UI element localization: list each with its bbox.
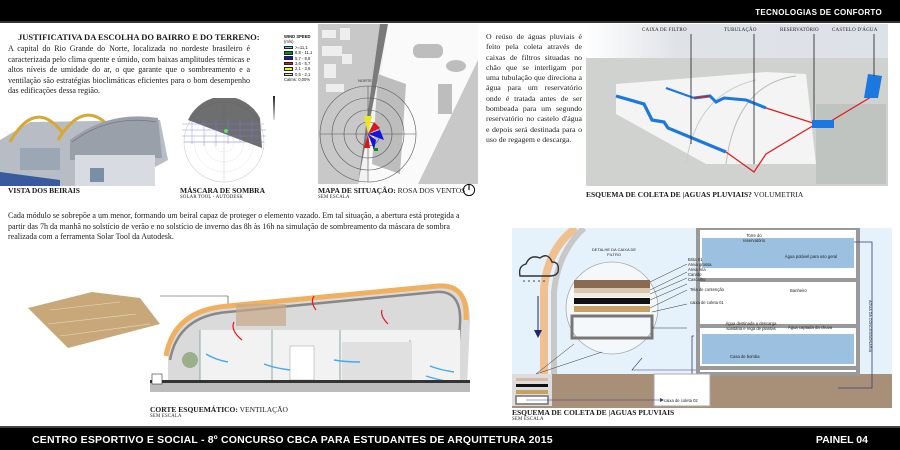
ventilation-caption-normal: VENTILAÇÃO [237, 405, 288, 414]
legend-label: 5,7 - 8,8 [295, 55, 311, 61]
label-piping: TUBULAÇÃO [724, 28, 757, 33]
wind-speed-legend [284, 34, 312, 83]
legend-swatch [284, 67, 293, 71]
section-title: TECNOLOGIAS DE CONFORTO [755, 8, 882, 17]
legend-label: 2,1 - 3,6 [295, 66, 311, 72]
tower-label: Torre do reservatório [742, 233, 766, 243]
potable-water-label: Água potável para uso geral [784, 254, 838, 259]
legend-label: 8,8 - 11,1 [295, 50, 313, 56]
filter-detail-title: DETALHE DA CAIXA DE FILTRO [591, 247, 637, 257]
legend-swatch [284, 51, 293, 55]
legend-label: >=11,1 [295, 44, 308, 50]
justification-body: A capital do Rio Grande do Norte, localizada no nordeste brasileiro é caracterizada pelo clima quente e úmido, com baixas amplitudes térmicas e altos níveis de umidade do ar, o que garante que o sombreamento e a ventilação são estratégias bioclimáticas eficientes para o bom desempenho das edificações dessa região. [8, 44, 250, 96]
rain-section-subcaption: SEM ESCALA [512, 417, 544, 422]
shadow-mask-caption: MÁSCARA DE SOMBRA [180, 186, 266, 195]
footer-title: CENTRO ESPORTIVO E SOCIAL - 8º CONCURSO CBCA PARA ESTUDANTES DE ARQUITETURA 2015 [32, 434, 553, 446]
top-bar [0, 0, 900, 22]
site-map-caption-bold: MAPA DE SITUAÇÃO: [318, 186, 396, 195]
filter-layer-label: Areia grossa [688, 262, 712, 267]
legend-label: 0,5 - 2,1 [295, 71, 311, 77]
site-map-image [318, 24, 478, 184]
legend-label: 3,6 - 5,7 [295, 60, 311, 66]
rain-volumetry-caption-bold: ESQUEMA DE COLETA DE |AGUAS PLUVIAIS? [586, 190, 752, 199]
legend-swatch [284, 56, 293, 60]
panel-number: PAINEL 04 [815, 434, 868, 446]
ventilation-section-caption [150, 405, 288, 414]
bathroom-label: Banheiro [790, 288, 807, 293]
module-description: Cada módulo se sobrepõe a um menor, formando um beiral capaz de proteger o elemento vazado. Em tal situação, a abertura está protegida a partir das 7h da manhã no solstício de verão e no solstício de inverno das 8h às 16h na simulação de sombreamento da máscara de sombra realizada com a ferramenta Solar Tool da Autodesk. [8, 211, 460, 242]
collection-box-2-label: caixa de coleta 02 [664, 398, 698, 403]
filter-layer-label: Carvão [688, 272, 702, 277]
legend-title: WIND SPEED [284, 34, 311, 39]
rain-use-label: Água destinada a descarga sanitária e rega de plantas [725, 321, 777, 331]
top-bar-divider [0, 21, 900, 23]
ventilation-section-image [20, 280, 470, 392]
collection-box-1-label: caixa de coleta 01 [690, 300, 724, 305]
ventilation-caption-bold: CORTE ESQUEMÁTICO: [150, 405, 238, 414]
site-map-caption [318, 186, 465, 195]
site-map-subcaption: SEM ESCALA [318, 195, 350, 200]
rain-volumetry-caption [586, 190, 803, 199]
site-map-caption-normal: ROSA DOS VENTOS [395, 186, 466, 195]
rain-volumetry-caption-normal: VOLUMETRIA [751, 190, 804, 199]
shadow-mask-subcaption: SOLAR TOOL - AUTODESK [180, 195, 244, 200]
north-label: NORTE [358, 78, 372, 83]
footer-bar [0, 426, 900, 450]
shadow-mask-chart [178, 98, 270, 186]
rain-section-caption: ESQUEMA DE COLETA DE |AGUAS PLUVIAIS [512, 408, 675, 417]
justification-heading: JUSTIFICATIVA DA ESCOLHA DO BAIRRO E DO TERRENO: [18, 32, 260, 42]
legend-swatch [284, 62, 293, 66]
label-filter-box: CAIXA DE FILTRO [642, 28, 687, 33]
legend-calms: Calms: 0,00% [284, 77, 311, 83]
legend-unit: (m/s) [284, 39, 294, 45]
label-reservoir: RESERVATÓRIO [780, 28, 819, 33]
filter-screen-label: Tela de contenção [690, 287, 724, 292]
scale-bar-icon [272, 96, 276, 120]
ventilation-section-subcaption: SEM ESCALA [150, 414, 182, 419]
pump-house-label: Casa de bomba [730, 354, 760, 359]
filter-layer-label: Areia fina [688, 267, 706, 272]
north-arrow-icon [462, 183, 476, 197]
label-water-tower: CASTELO D'ÁGUA [832, 28, 878, 33]
eaves-view-image [0, 100, 170, 186]
rain-volumetry-image [586, 24, 888, 186]
rainwater-description: O reúso de águas pluviais é feito pela coleta através de caixas de filtros situadas no chão que se interligam por uma tubulação que direciona a água para um reservatório onde é tratada antes de ser bombeada para um segundo reservatório no castelo d'água e depois será destinada para o uso de regagem e descarga. [486, 32, 582, 144]
utility-water-label: ÁGUA DA CONCESSIONÁRIA [868, 300, 872, 353]
legend-swatch [284, 46, 293, 50]
rain-water-label: Água captada da chuva [787, 325, 832, 330]
legend-swatch [284, 73, 293, 77]
filter-layer-label: Cascalho [688, 277, 706, 282]
filter-layer-label: Brita 01 [688, 257, 703, 262]
eaves-view-caption: VISTA DOS BEIRAIS [8, 186, 80, 195]
